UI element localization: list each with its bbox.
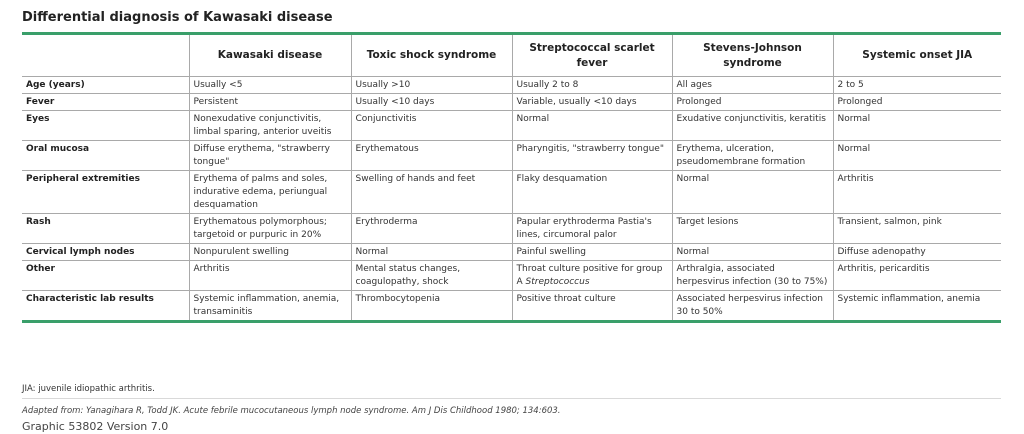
row-label: Fever xyxy=(22,94,189,111)
row-label: Other xyxy=(22,261,189,291)
table-cell: Pharyngitis, "strawberry tongue" xyxy=(512,141,672,171)
table-cell: Erythroderma xyxy=(351,214,512,244)
table-cell: Normal xyxy=(833,141,1001,171)
column-header xyxy=(22,35,189,77)
table-cell: Arthritis, pericarditis xyxy=(833,261,1001,291)
table-row xyxy=(22,94,1001,111)
table-cell: Prolonged xyxy=(833,94,1001,111)
graphic-version: Graphic 53802 Version 7.0 xyxy=(22,420,169,433)
table-cell: 2 to 5 xyxy=(833,77,1001,94)
row-label: Peripheral extremities xyxy=(22,171,189,214)
footnote: JIA: juvenile idiopathic arthritis. xyxy=(22,384,1001,399)
table-row xyxy=(22,141,1001,171)
table-cell: Normal xyxy=(833,111,1001,141)
table-cell: Normal xyxy=(512,111,672,141)
table-cell: Papular erythroderma Pastia's lines, circumoral palor xyxy=(512,214,672,244)
table-cell: Associated herpesvirus infection 30 to 50% xyxy=(672,291,833,321)
table-cell: Arthralgia, associated herpesvirus infection (30 to 75%) xyxy=(672,261,833,291)
row-label: Characteristic lab results xyxy=(22,291,189,321)
table-cell: Positive throat culture xyxy=(512,291,672,321)
table-cell: Thrombocytopenia xyxy=(351,291,512,321)
table-cell: Systemic inflammation, anemia xyxy=(833,291,1001,321)
column-header: Streptococcal scarlet fever xyxy=(512,35,672,77)
table-cell: Erythematous polymorphous; targetoid or purpuric in 20% xyxy=(189,214,351,244)
table-cell: Erythema of palms and soles, indurative edema, periungual desquamation xyxy=(189,171,351,214)
table-cell: Systemic inflammation, anemia, transaminitis xyxy=(189,291,351,321)
table-cell: Normal xyxy=(672,244,833,261)
table-cell: Variable, usually <10 days xyxy=(512,94,672,111)
table-row xyxy=(22,111,1001,141)
table-cell: Erythema, ulceration, pseudomembrane formation xyxy=(672,141,833,171)
column-header: Toxic shock syndrome xyxy=(351,35,512,77)
diagnosis-table-container xyxy=(22,32,1001,323)
table-cell: Usually <10 days xyxy=(351,94,512,111)
table-cell: Erythematous xyxy=(351,141,512,171)
table-row xyxy=(22,261,1001,291)
table-cell: Normal xyxy=(672,171,833,214)
table-row xyxy=(22,214,1001,244)
column-header: Kawasaki disease xyxy=(189,35,351,77)
table-cell: Arthritis xyxy=(833,171,1001,214)
table-cell: Transient, salmon, pink xyxy=(833,214,1001,244)
table-cell: Conjunctivitis xyxy=(351,111,512,141)
table-cell: Target lesions xyxy=(672,214,833,244)
differential-diagnosis-table xyxy=(22,35,1001,320)
row-label: Oral mucosa xyxy=(22,141,189,171)
table-cell: Arthritis xyxy=(189,261,351,291)
source-citation: Adapted from: Yanagihara R, Todd JK. Acute febrile mucocutaneous lymph node syndrome. Am J Dis Childhood 1980; 134:603. xyxy=(22,406,561,416)
table-row xyxy=(22,77,1001,94)
table-cell: Usually <5 xyxy=(189,77,351,94)
column-header: Stevens-Johnson syndrome xyxy=(672,35,833,77)
row-label: Age (years) xyxy=(22,77,189,94)
table-cell: Persistent xyxy=(189,94,351,111)
table-cell: Painful swelling xyxy=(512,244,672,261)
column-header: Systemic onset JIA xyxy=(833,35,1001,77)
row-label: Cervical lymph nodes xyxy=(22,244,189,261)
table-cell: Diffuse adenopathy xyxy=(833,244,1001,261)
table-row xyxy=(22,291,1001,321)
table-cell: Usually >10 xyxy=(351,77,512,94)
table-cell: Mental status changes, coagulopathy, shock xyxy=(351,261,512,291)
row-label: Rash xyxy=(22,214,189,244)
table-cell: Nonpurulent swelling xyxy=(189,244,351,261)
table-row xyxy=(22,244,1001,261)
header-row xyxy=(22,35,1001,77)
table-cell: Exudative conjunctivitis, keratitis xyxy=(672,111,833,141)
table-cell: Diffuse erythema, "strawberry tongue" xyxy=(189,141,351,171)
row-label: Eyes xyxy=(22,111,189,141)
table-cell: Normal xyxy=(351,244,512,261)
table-row xyxy=(22,171,1001,214)
table-cell: Prolonged xyxy=(672,94,833,111)
table-cell: Nonexudative conjunctivitis, limbal sparing, anterior uveitis xyxy=(189,111,351,141)
table-cell: Usually 2 to 8 xyxy=(512,77,672,94)
table-cell: Flaky desquamation xyxy=(512,171,672,214)
table-cell: Throat culture positive for group A Streptococcus xyxy=(512,261,672,291)
table-cell: Swelling of hands and feet xyxy=(351,171,512,214)
page-title: Differential diagnosis of Kawasaki disease xyxy=(22,10,333,25)
table-cell: All ages xyxy=(672,77,833,94)
